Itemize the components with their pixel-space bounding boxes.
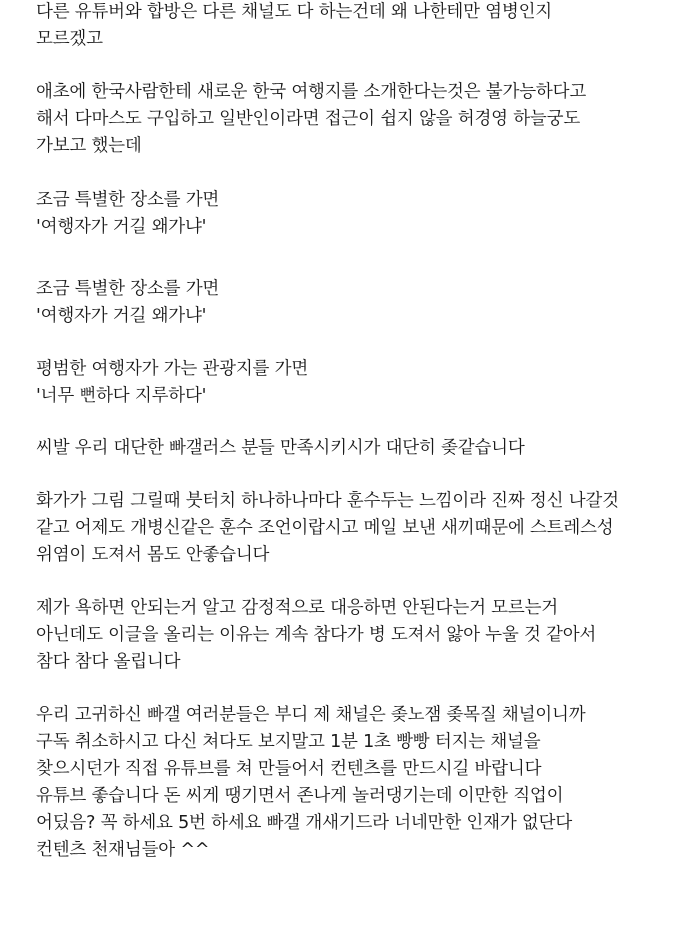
text-line: 유튜브 좋습니다 돈 씨게 땡기면서 존나게 놀러댕기는데 이만한 직업이 <box>36 786 564 806</box>
text-line: 모르겠고 <box>36 29 103 49</box>
text-line: 아닌데도 이글을 올리는 이유는 계속 참다가 병 도져서 앓아 누울 것 같아서 <box>36 625 597 645</box>
text-line: '여행자가 거길 왜가냐' <box>36 306 207 326</box>
text-line: '여행자가 거길 왜가냐' <box>36 217 207 237</box>
text-line: 찾으시던가 직접 유튜브를 쳐 만들어서 컨텐츠를 만드시길 바랍니다 <box>36 759 542 779</box>
text-line: 씨발 우리 대단한 빠갤러스 분들 만족시키시가 대단히 좆같습니다 <box>36 438 525 458</box>
text-line: 참다 참다 올립니다 <box>36 652 181 672</box>
text-line: 컨텐츠 천재님들아 ^^ <box>36 840 210 860</box>
text-line: 어딨음? 꼭 하세요 5번 하세요 빠갤 개새기드라 너네만한 인재가 없단다 <box>36 813 573 833</box>
text-line: 같고 어제도 개병신같은 훈수 조언이랍시고 메일 보낸 새끼때문에 스트레스성 <box>36 518 614 538</box>
text-line: 애초에 한국사람한테 새로운 한국 여행지를 소개한다는것은 불가능하다고 <box>36 82 587 102</box>
text-line: '너무 뻔하다 지루하다' <box>36 386 207 406</box>
text-line: 제가 욕하면 안되는거 알고 감정적으로 대응하면 안된다는거 모르는거 <box>36 598 558 618</box>
text-line: 다른 유튜버와 합방은 다른 채널도 다 하는건데 왜 나한테만 염병인지 <box>36 2 553 22</box>
text-line: 조금 특별한 장소를 가면 <box>36 279 220 299</box>
text-line: 해서 다마스도 구입하고 일반인이라면 접근이 쉽지 않을 허경영 하늘궁도 <box>36 109 581 129</box>
text-line: 화가가 그림 그릴때 붓터치 하나하나마다 훈수두는 느낌이라 진짜 정신 나갈것 <box>36 491 619 511</box>
text-line: 평범한 여행자가 가는 관광지를 가면 <box>36 359 309 379</box>
text-line: 우리 고귀하신 빠갤 여러분들은 부디 제 채널은 좆노잼 좆목질 채널이니까 <box>36 705 586 725</box>
text-line: 구독 취소하시고 다신 쳐다도 보지말고 1분 1초 빵빵 터지는 채널을 <box>36 732 541 752</box>
text-line: 위염이 도져서 몸도 안좋습니다 <box>36 545 270 565</box>
text-line: 가보고 했는데 <box>36 136 142 156</box>
text-line: 조금 특별한 장소를 가면 <box>36 190 220 210</box>
